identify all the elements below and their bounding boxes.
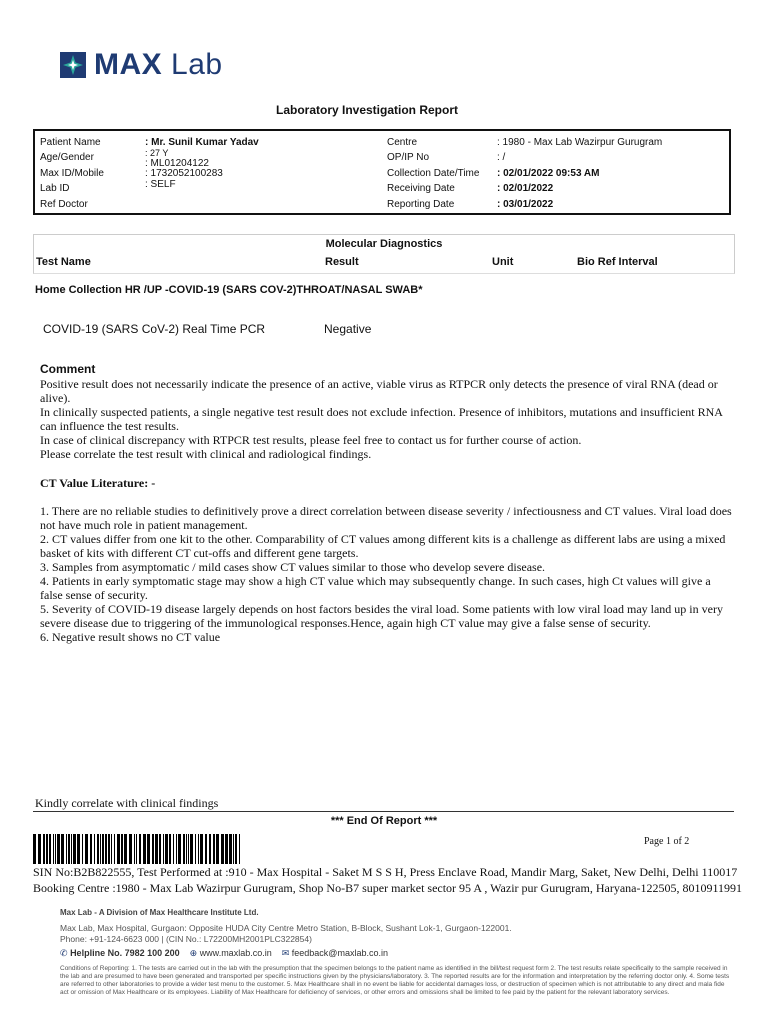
footer-division: Max Lab - A Division of Max Healthcare Institute Ltd.	[60, 908, 259, 917]
test-name: COVID-19 (SARS CoV-2) Real Time PCR	[43, 322, 266, 336]
collection-label: Collection Date/Time	[387, 168, 480, 179]
footer-contacts	[60, 948, 730, 959]
max-lab-logo	[60, 50, 223, 80]
ct-point: 1. There are no reliable studies to definitively prove a direct correlation between disease severity / infectiousness and CT values. Viral load does not have much role in patient management.	[40, 504, 732, 532]
comment-block	[40, 377, 732, 461]
footer-phone: Phone: +91-124-6623 000 | (CIN No.: L72200MH2001PLC322854)	[60, 934, 312, 944]
footer-address	[60, 923, 730, 945]
col-result: Result	[325, 256, 359, 268]
comment-line: Please correlate the test result with clinical and radiological findings.	[40, 447, 372, 461]
barcode-image	[33, 834, 243, 864]
ct-point: 6. Negative result shows no CT value	[40, 630, 221, 644]
booking-line: Booking Centre :1980 - Max Lab Wazirpur Gurugram, Shop No-B7 super market sector 95 A , Wazir pur Gurugram, Haryana-122505, 8010911991	[33, 881, 743, 895]
conditions-of-reporting: Conditions of Reporting: 1. The tests are carried out in the lab with the presumption that the specimen belongs to the patient name as identified in the bill/test request form 2. The test results relate specifically to the sample received in the lab and are presumed to have been generated and transported per specific instructions given by the physicians/laboratory. 3. The reported results are for the information and interpretation by the referring doctor only. 4. Some tests are referred to other laboratories to provide a wider test menu to the customer. 5. Max Healthcare shall in no event be liable for accidental damages loss, or destruction of specimen which is not attributable to any direct and mala fide act or omission of Max Healthcare or its employees. Liability of Max Healthcare for deficiency of services, or other errors and omissions shall be limited to fee paid by the patient for the relevant laboratory services.	[60, 965, 730, 996]
mobile-value: : 1732052100283	[145, 168, 223, 179]
helpline-text: Helpline No. 7982 100 200	[70, 948, 180, 958]
ct-points	[40, 504, 732, 644]
end-of-report: *** End Of Report ***	[330, 815, 438, 827]
kindly-correlate: Kindly correlate with clinical findings	[35, 796, 219, 810]
brand-lab: Lab	[171, 48, 223, 81]
receiving-label: Receiving Date	[387, 183, 455, 194]
comment-line: In clinically suspected patients, a single negative test result does not exclude infection. Presence of inhibitors, mutations and insufficient RNA can influence the test results.	[40, 405, 723, 433]
email-text: feedback@maxlab.co.in	[291, 948, 388, 958]
report-title: Laboratory Investigation Report	[275, 103, 459, 117]
ct-point: 5. Severity of COVID-19 disease largely depends on host factors besides the viral load. Some patients with low viral load may land up in very severe disease due to triggering of the immunological responses.Hence, again high CT value may give a false sense of security.	[40, 602, 723, 630]
opip-label: OP/IP No	[387, 152, 430, 163]
collection-value: : 02/01/2022 09:53 AM	[497, 168, 600, 179]
comment-line: Positive result does not necessarily indicate the presence of an active, viable virus as RTPCR only detects the presence of viral RNA (dead or alive).	[40, 377, 718, 405]
lab-id-value: : SELF	[145, 179, 176, 190]
max-id-value: : ML01204122	[145, 158, 209, 169]
results-header	[33, 234, 735, 274]
footer-address-line: Max Lab, Max Hospital, Gurgaon: Opposite HUDA City Centre Metro Station, B-Block, Sushant Lok-1, Gurgaon-122001.	[60, 923, 512, 933]
mail-icon: ✉	[281, 948, 290, 958]
col-bio-ref: Bio Ref Interval	[577, 256, 658, 268]
divider	[33, 811, 734, 812]
ref-doctor-label: Ref Doctor	[40, 199, 88, 210]
email-link[interactable]	[282, 948, 388, 959]
ct-point: 2. CT values differ from one kit to the other. Comparability of CT values among different kits is a challenge as different labs are using a mixed basket of kits with different CT cut-offs and different gene targets.	[40, 532, 726, 560]
reporting-label: Reporting Date	[387, 199, 455, 210]
phone-icon: ✆	[60, 948, 68, 958]
patient-name-label: Patient Name	[40, 137, 101, 148]
age-value: : 27 Y	[145, 148, 169, 158]
centre-value: : 1980 - Max Lab Wazirpur Gurugram	[497, 137, 663, 148]
website-link[interactable]	[190, 948, 272, 959]
ct-point: 3. Samples from asymptomatic / mild cases show CT values similar to those who develop severe disease.	[40, 560, 546, 574]
patient-info-box	[33, 129, 731, 215]
max-id-label: Max ID/Mobile	[40, 168, 104, 179]
receiving-value: : 02/01/2022	[497, 183, 554, 194]
department-title: Molecular Diagnostics	[325, 238, 443, 250]
reporting-value: : 03/01/2022	[497, 199, 554, 210]
centre-label: Centre	[387, 137, 418, 148]
page-number: Page 1 of 2	[644, 836, 690, 847]
comment-heading: Comment	[40, 362, 96, 376]
globe-icon: ⊕	[189, 948, 198, 958]
comment-line: In case of clinical discrepancy with RTPCR test results, please feel free to contact us for further course of action.	[40, 433, 582, 447]
max-star-icon	[60, 52, 86, 78]
lab-id-label: Lab ID	[40, 183, 70, 194]
opip-value: : /	[497, 152, 506, 163]
col-test-name: Test Name	[36, 256, 91, 268]
sin-line: SIN No:B2B822555, Test Performed at :910 - Max Hospital - Saket M S S H, Press Enclave Road, Mandir Marg, Saket, New Delhi, Delhi 110017	[33, 865, 738, 879]
test-result: Negative	[324, 322, 372, 336]
footer	[60, 908, 730, 997]
patient-name-value: : Mr. Sunil Kumar Yadav	[145, 137, 259, 148]
test-section-heading: Home Collection HR /UP -COVID-19 (SARS COV-2)THROAT/NASAL SWAB*	[35, 284, 423, 296]
ct-heading: CT Value Literature: -	[40, 476, 156, 490]
brand-name	[94, 50, 223, 80]
age-gender-label: Age/Gender	[40, 152, 94, 163]
website-text: www.maxlab.co.in	[199, 948, 272, 958]
ct-point: 4. Patients in early symptomatic stage may show a high CT value which may subsequently change. In such cases, high Ct values will give a false sense of security.	[40, 574, 711, 602]
brand-max: MAX	[94, 48, 163, 81]
helpline[interactable]	[60, 948, 180, 959]
col-unit: Unit	[492, 256, 514, 268]
